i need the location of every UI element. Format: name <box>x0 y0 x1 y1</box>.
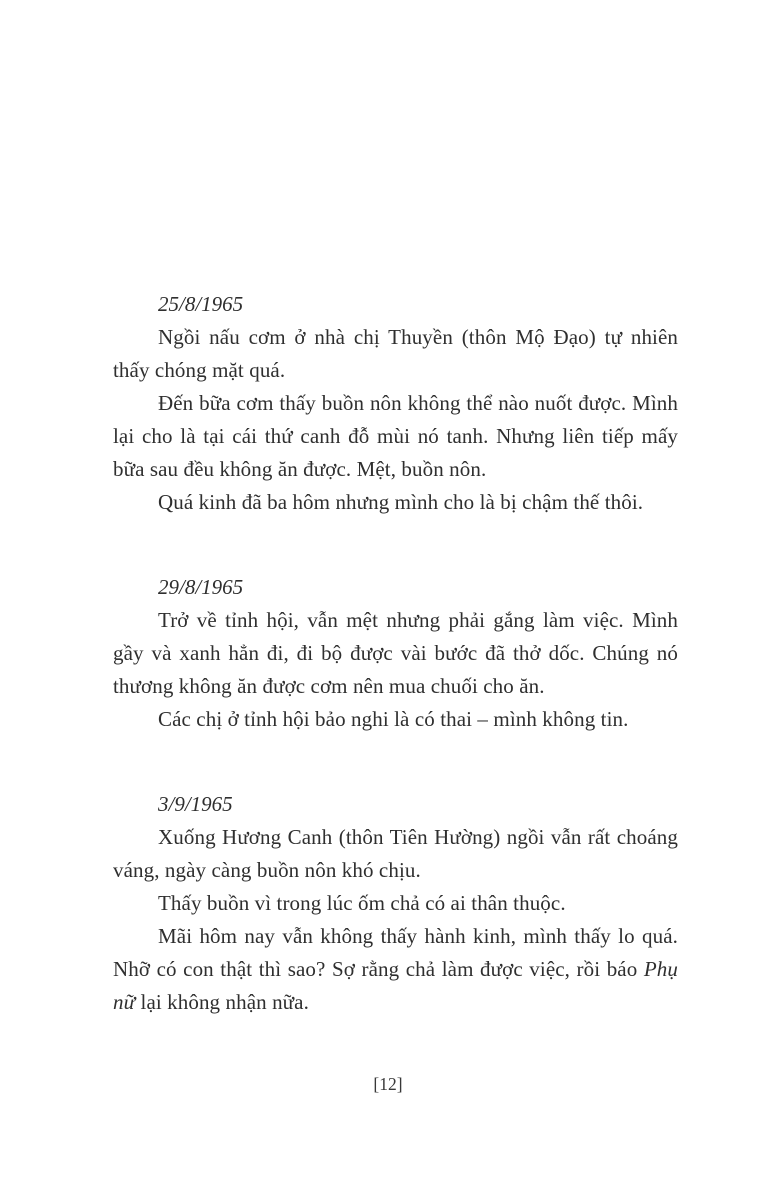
entry-paragraph <box>113 387 678 486</box>
entry-paragraph <box>113 887 678 920</box>
entry-paragraph <box>113 920 678 1019</box>
entry-date: 29/8/1965 <box>158 575 244 599</box>
diary-entry <box>113 288 678 519</box>
entry-paragraph <box>113 703 678 736</box>
diary-entries <box>113 288 678 1019</box>
diary-entry <box>113 788 678 1019</box>
paragraph-text: lại không nhận nữa. <box>135 990 309 1014</box>
paragraph-text: Quá kinh đã ba hôm nhưng mình cho là bị chậm thế thôi. <box>158 490 644 514</box>
entry-date: 25/8/1965 <box>158 292 244 316</box>
publication-title: Phụ nữ <box>113 957 678 1014</box>
entry-paragraph <box>113 604 678 703</box>
paragraph-text: Đến bữa cơm thấy buồn nôn không thể nào nuốt được. Mình lại cho là tại cái thứ canh đỗ mùi nó tanh. Nhưng liên tiếp mấy bữa sau đều không ăn được. Mệt, buồn nôn. <box>113 391 678 481</box>
paragraph-text: Mãi hôm nay vẫn không thấy hành kinh, mình thấy lo quá. Nhỡ có con thật thì sao? Sợ rằng chả làm được việc, rồi báo <box>113 924 678 981</box>
entry-paragraph <box>113 486 678 519</box>
diary-entry <box>113 571 678 736</box>
entry-paragraph <box>113 821 678 887</box>
paragraph-text: Các chị ở tỉnh hội bảo nghi là có thai – mình không tin. <box>158 707 629 731</box>
paragraph-text: Ngồi nấu cơm ở nhà chị Thuyền (thôn Mộ Đạo) tự nhiên thấy chóng mặt quá. <box>113 325 678 382</box>
entry-paragraph <box>113 321 678 387</box>
page-number: [12] <box>373 1074 403 1094</box>
paragraph-text: Xuống Hương Canh (thôn Tiên Hường) ngồi vẫn rất choáng váng, ngày càng buồn nôn khó chịu. <box>113 825 678 882</box>
paragraph-text: Trở về tỉnh hội, vẫn mệt nhưng phải gắng làm việc. Mình gầy và xanh hẳn đi, đi bộ được vài bước đã thở dốc. Chúng nó thương không ăn được cơm nên mua chuối cho ăn. <box>113 608 678 698</box>
paragraph-text: Thấy buồn vì trong lúc ốm chả có ai thân thuộc. <box>158 891 566 915</box>
entry-date: 3/9/1965 <box>158 792 233 816</box>
